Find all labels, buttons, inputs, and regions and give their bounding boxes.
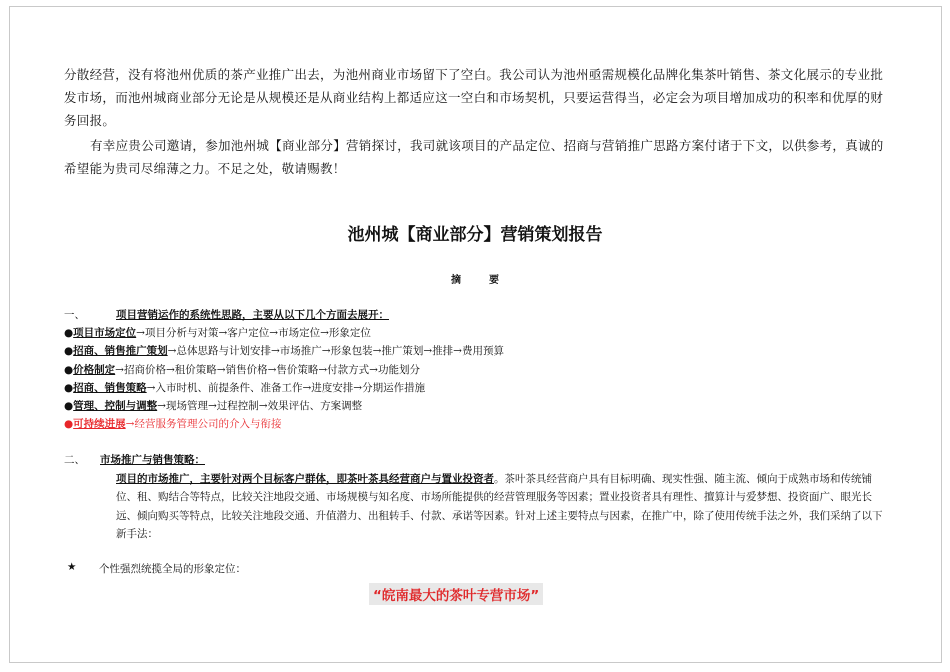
slogan: “皖南最大的茶叶专营市场” bbox=[369, 583, 543, 605]
list-item bbox=[64, 415, 504, 433]
item-key: 项目市场定位 bbox=[73, 327, 137, 340]
section-1-number: 一、 bbox=[64, 309, 85, 321]
list-item bbox=[64, 379, 504, 397]
intro-text bbox=[64, 63, 884, 180]
item-rest: →招商价格→租价策略→销售价格→售价策略→付款方式→功能划分 bbox=[115, 363, 420, 376]
section-2-header bbox=[64, 451, 886, 470]
section-2-text: 。茶叶茶具经营商户具有目标明确、现实性强、随主流、倾向于成熟市场和传统铺位、租、购结合等特点，比较关注地段交通、市场规模与知名度、市场所能提供的经营管理服务等因素；置业投资者具有理性、擅算计与爱梦想、投资面广、眼光长远、倾向购买等特点，比较关注地段交通、升值潜力、出租转手、付款、承诺等因素。针对上述主要特点与因素，在推广中，除了使用传统手法之外，我们采纳了以下新手法： bbox=[116, 472, 883, 540]
section-2 bbox=[64, 451, 886, 544]
item-rest: →项目分析与对策→客户定位→市场定位→形象定位 bbox=[136, 327, 371, 340]
section-2-heading: 市场推广与销售策略： bbox=[100, 454, 205, 466]
item-key: 招商、销售策略 bbox=[73, 381, 147, 394]
list-item bbox=[64, 361, 504, 379]
section-1-header bbox=[64, 306, 504, 324]
bullet: ● bbox=[64, 363, 74, 376]
bullet: ● bbox=[64, 418, 74, 431]
section-1-heading: 项目营销运作的系统性思路，主要从以下几个方面去展开： bbox=[116, 309, 389, 321]
item-rest: →总体思路与计划安排→市场推广→形象包装→推广策划→推排→费用预算 bbox=[167, 345, 504, 358]
item-key: 可持续进展 bbox=[73, 418, 126, 431]
report-title: 池州城【商业部分】营销策划报告 bbox=[347, 225, 603, 245]
intro-paragraph-1: 分散经营，没有将池州优质的茶产业推广出去，为池州商业市场留下了空白。我公司认为池州亟需规模化品牌化集茶叶销售、茶文化展示的专业批发市场，而池州城商业部分无论是从规模还是从商业结构上都适应这一空白和市场契机，只要运营得当，必定会为项目增加成功的积率和优厚的财务回报。 bbox=[64, 67, 884, 128]
section-1 bbox=[64, 306, 504, 433]
list-item bbox=[64, 397, 504, 415]
list-item bbox=[64, 342, 504, 360]
intro-paragraph-2: 有幸应贵公司邀请，参加池州城【商业部分】营销探讨，我司就该项目的产品定位、招商与营销推广思路方案付诸于下文，以供参考，真诚的希望能为贵司尽绵薄之力。不足之处，敬请赐教！ bbox=[64, 138, 884, 176]
bullet: ● bbox=[64, 345, 74, 358]
bullet: ● bbox=[64, 381, 74, 394]
section-2-lead: 项目的市场推广，主要针对两个目标客户群体，即茶叶茶具经营商户与置业投资者 bbox=[116, 472, 494, 485]
list-item bbox=[64, 324, 504, 342]
abstract-label: 摘要 bbox=[451, 275, 527, 286]
item-key: 招商、销售推广策划 bbox=[73, 345, 168, 358]
section-2-body bbox=[116, 470, 886, 544]
section-2-number: 二、 bbox=[64, 454, 85, 466]
star-line-text: 个性强烈统揽全局的形象定位： bbox=[99, 563, 246, 575]
item-key: 价格制定 bbox=[73, 363, 116, 376]
item-rest: →经营服务管理公司的介入与衔接 bbox=[125, 418, 282, 431]
star-line bbox=[67, 561, 246, 576]
item-rest: →现场管理→过程控制→效果评估、方案调整 bbox=[157, 400, 363, 413]
star-icon: ★ bbox=[67, 561, 77, 573]
bullet: ● bbox=[64, 327, 74, 340]
item-key: 管理、控制与调整 bbox=[73, 400, 158, 413]
bullet: ● bbox=[64, 400, 74, 413]
item-rest: →入市时机、前提条件、准备工作→进度安排→分期运作措施 bbox=[146, 381, 426, 394]
